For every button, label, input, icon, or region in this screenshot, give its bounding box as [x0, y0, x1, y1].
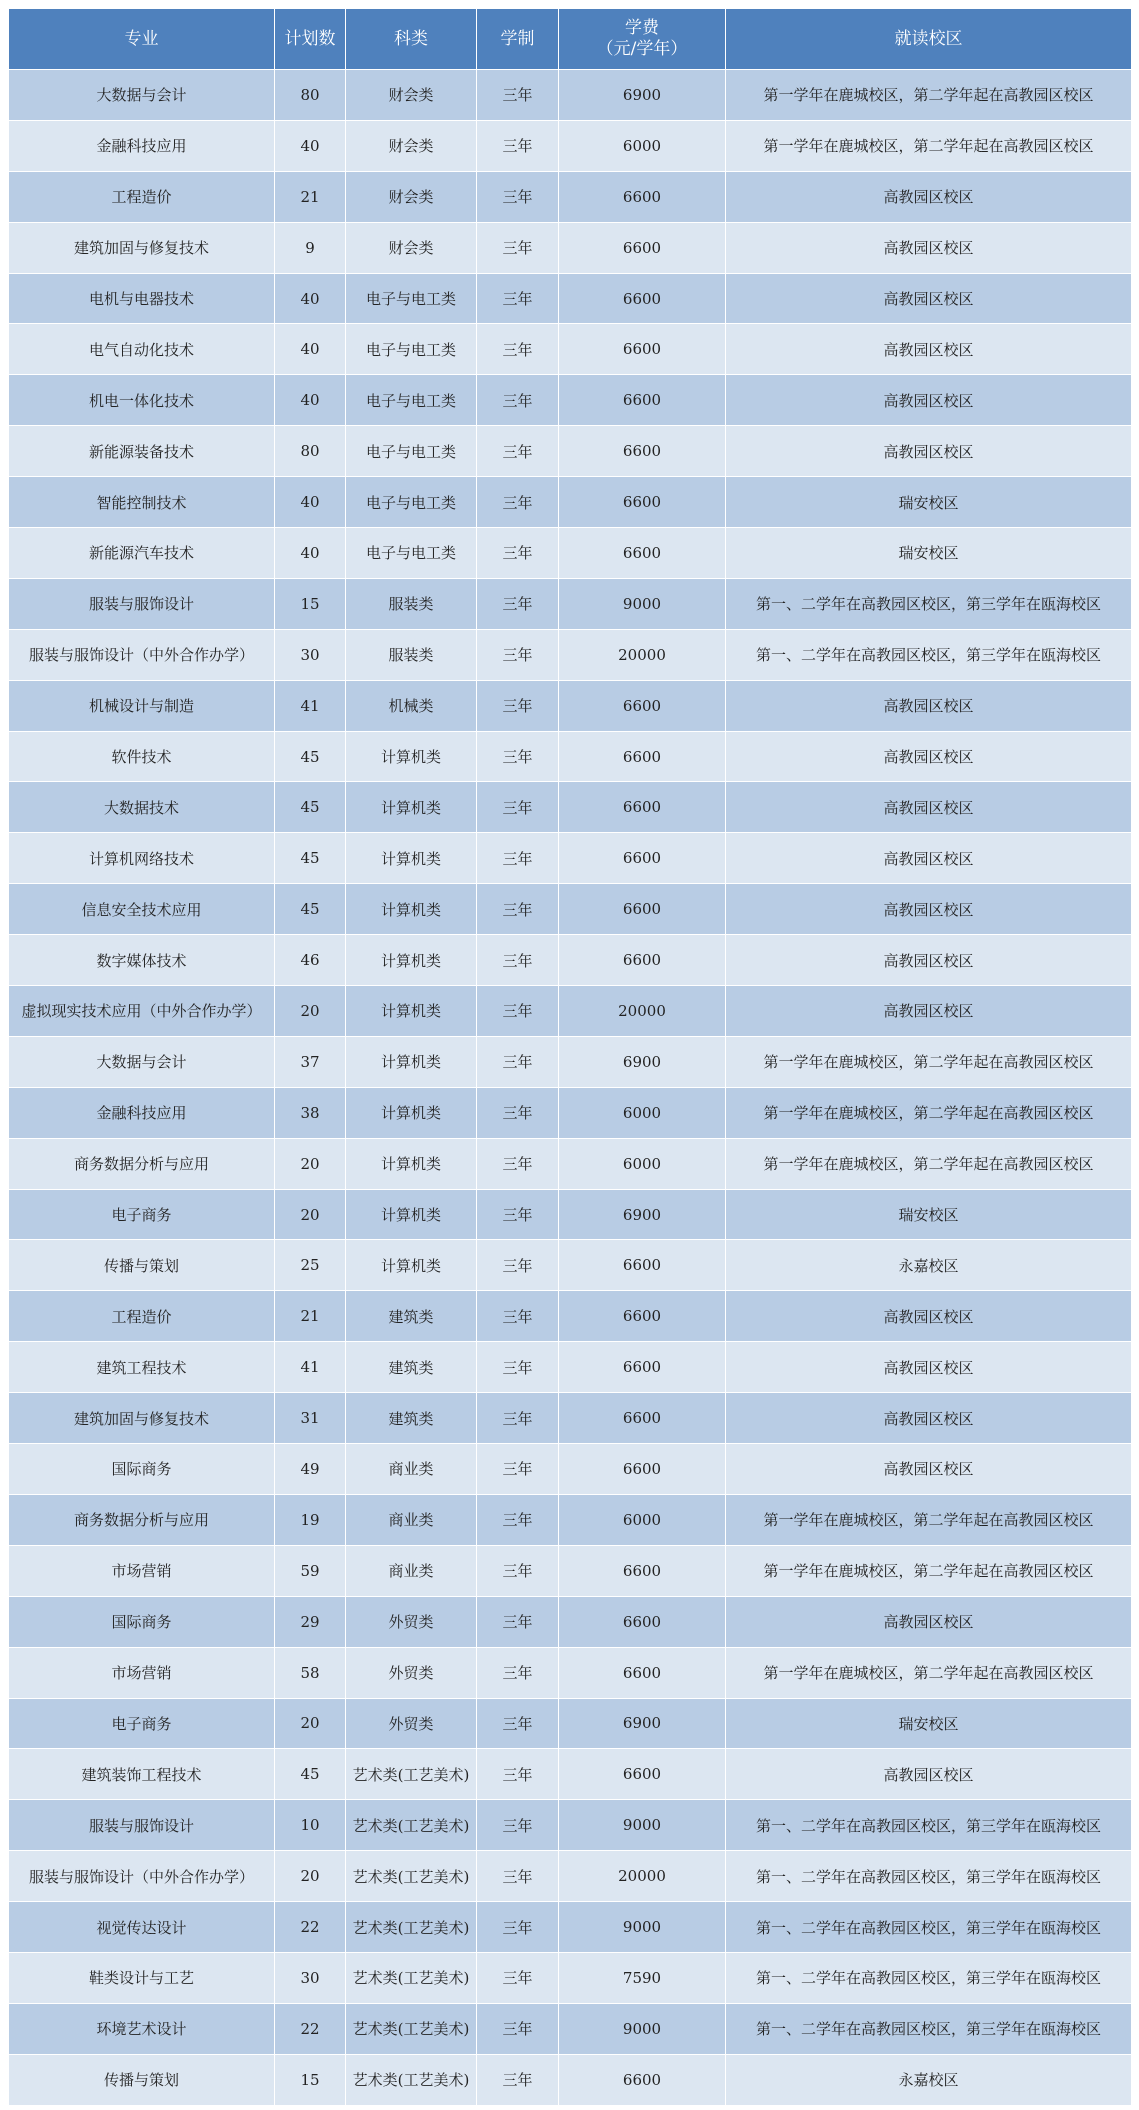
cell-quota: 38 — [275, 1087, 346, 1138]
table-row — [9, 1952, 1132, 2003]
cell-quota: 45 — [275, 833, 346, 884]
table-row — [9, 375, 1132, 426]
table-header — [9, 9, 1132, 70]
cell-quota: 49 — [275, 1444, 346, 1495]
cell-campus: 第一学年在鹿城校区，第二学年起在高教园区校区 — [726, 70, 1132, 121]
cell-fee: 6600 — [559, 477, 726, 528]
table-row — [9, 1902, 1132, 1953]
cell-major: 服装与服饰设计 — [9, 578, 275, 629]
cell-quota: 40 — [275, 528, 346, 579]
cell-campus: 高教园区校区 — [726, 884, 1132, 935]
cell-fee: 6600 — [559, 426, 726, 477]
cell-quota: 9 — [275, 222, 346, 273]
cell-quota: 46 — [275, 935, 346, 986]
cell-quota: 45 — [275, 1749, 346, 1800]
table-row — [9, 1494, 1132, 1545]
cell-quota: 29 — [275, 1596, 346, 1647]
cell-campus: 第一学年在鹿城校区，第二学年起在高教园区校区 — [726, 1647, 1132, 1698]
cell-major: 大数据与会计 — [9, 1036, 275, 1087]
cell-major: 计算机网络技术 — [9, 833, 275, 884]
cell-fee: 9000 — [559, 1800, 726, 1851]
cell-quota: 25 — [275, 1240, 346, 1291]
cell-category: 艺术类(工艺美术) — [346, 1952, 477, 2003]
cell-major: 建筑加固与修复技术 — [9, 222, 275, 273]
cell-major: 软件技术 — [9, 731, 275, 782]
cell-campus: 第一学年在鹿城校区，第二学年起在高教园区校区 — [726, 120, 1132, 171]
cell-category: 计算机类 — [346, 833, 477, 884]
cell-quota: 15 — [275, 2054, 346, 2105]
cell-quota: 45 — [275, 782, 346, 833]
header-quota: 计划数 — [275, 9, 346, 70]
cell-duration: 三年 — [477, 120, 559, 171]
table-row — [9, 477, 1132, 528]
table-row — [9, 1851, 1132, 1902]
cell-quota: 30 — [275, 629, 346, 680]
cell-category: 建筑类 — [346, 1393, 477, 1444]
cell-campus: 高教园区校区 — [726, 1749, 1132, 1800]
cell-fee: 6600 — [559, 884, 726, 935]
cell-campus: 瑞安校区 — [726, 528, 1132, 579]
cell-category: 艺术类(工艺美术) — [346, 1800, 477, 1851]
header-fee-line2: （元/学年） — [596, 39, 688, 59]
table-row — [9, 680, 1132, 731]
cell-major: 大数据技术 — [9, 782, 275, 833]
cell-category: 艺术类(工艺美术) — [346, 1902, 477, 1953]
cell-duration: 三年 — [477, 273, 559, 324]
cell-duration: 三年 — [477, 1494, 559, 1545]
cell-quota: 80 — [275, 426, 346, 477]
cell-category: 电子与电工类 — [346, 426, 477, 477]
table-row — [9, 1545, 1132, 1596]
cell-quota: 40 — [275, 273, 346, 324]
cell-category: 服装类 — [346, 578, 477, 629]
table-row — [9, 1087, 1132, 1138]
cell-quota: 20 — [275, 1189, 346, 1240]
cell-fee: 20000 — [559, 629, 726, 680]
cell-category: 艺术类(工艺美术) — [346, 1851, 477, 1902]
cell-major: 新能源装备技术 — [9, 426, 275, 477]
cell-fee: 6600 — [559, 1240, 726, 1291]
cell-duration: 三年 — [477, 833, 559, 884]
cell-major: 鞋类设计与工艺 — [9, 1952, 275, 2003]
cell-duration: 三年 — [477, 1596, 559, 1647]
cell-campus: 高教园区校区 — [726, 986, 1132, 1037]
cell-fee: 6600 — [559, 2054, 726, 2105]
cell-category: 计算机类 — [346, 1087, 477, 1138]
table-row — [9, 1444, 1132, 1495]
cell-fee: 6000 — [559, 1494, 726, 1545]
cell-quota: 19 — [275, 1494, 346, 1545]
cell-campus: 第一、二学年在高教园区校区，第三学年在瓯海校区 — [726, 2003, 1132, 2054]
table-row — [9, 426, 1132, 477]
cell-duration: 三年 — [477, 1393, 559, 1444]
cell-campus: 高教园区校区 — [726, 273, 1132, 324]
cell-major: 建筑工程技术 — [9, 1342, 275, 1393]
table-row — [9, 1596, 1132, 1647]
cell-category: 艺术类(工艺美术) — [346, 1749, 477, 1800]
cell-category: 计算机类 — [346, 935, 477, 986]
cell-duration: 三年 — [477, 1036, 559, 1087]
cell-category: 财会类 — [346, 70, 477, 121]
cell-campus: 第一、二学年在高教园区校区，第三学年在瓯海校区 — [726, 1800, 1132, 1851]
cell-fee: 6900 — [559, 70, 726, 121]
table-row — [9, 2003, 1132, 2054]
cell-duration: 三年 — [477, 222, 559, 273]
cell-campus: 永嘉校区 — [726, 2054, 1132, 2105]
header-fee — [559, 9, 726, 70]
cell-duration: 三年 — [477, 477, 559, 528]
cell-duration: 三年 — [477, 1952, 559, 2003]
cell-major: 市场营销 — [9, 1647, 275, 1698]
cell-campus: 高教园区校区 — [726, 680, 1132, 731]
cell-duration: 三年 — [477, 1698, 559, 1749]
table-row — [9, 1138, 1132, 1189]
cell-category: 外贸类 — [346, 1698, 477, 1749]
cell-duration: 三年 — [477, 782, 559, 833]
header-duration: 学制 — [477, 9, 559, 70]
cell-category: 商业类 — [346, 1444, 477, 1495]
table-body — [9, 70, 1132, 2106]
cell-major: 服装与服饰设计 — [9, 1800, 275, 1851]
cell-fee: 6600 — [559, 222, 726, 273]
cell-quota: 21 — [275, 1291, 346, 1342]
cell-quota: 20 — [275, 986, 346, 1037]
cell-duration: 三年 — [477, 2003, 559, 2054]
cell-major: 机电一体化技术 — [9, 375, 275, 426]
cell-fee: 9000 — [559, 1902, 726, 1953]
cell-duration: 三年 — [477, 1189, 559, 1240]
cell-category: 商业类 — [346, 1545, 477, 1596]
cell-quota: 10 — [275, 1800, 346, 1851]
cell-category: 财会类 — [346, 120, 477, 171]
table-row — [9, 833, 1132, 884]
cell-major: 国际商务 — [9, 1596, 275, 1647]
cell-quota: 20 — [275, 1698, 346, 1749]
cell-duration: 三年 — [477, 1749, 559, 1800]
cell-category: 计算机类 — [346, 986, 477, 1037]
cell-quota: 59 — [275, 1545, 346, 1596]
table-row — [9, 1749, 1132, 1800]
cell-fee: 6600 — [559, 1444, 726, 1495]
cell-campus: 高教园区校区 — [726, 324, 1132, 375]
cell-fee: 6600 — [559, 731, 726, 782]
cell-major: 工程造价 — [9, 171, 275, 222]
table-row — [9, 1189, 1132, 1240]
cell-fee: 6000 — [559, 1087, 726, 1138]
cell-duration: 三年 — [477, 578, 559, 629]
cell-fee: 6600 — [559, 1545, 726, 1596]
cell-category: 建筑类 — [346, 1342, 477, 1393]
cell-quota: 22 — [275, 1902, 346, 1953]
cell-fee: 6600 — [559, 171, 726, 222]
cell-campus: 瑞安校区 — [726, 1698, 1132, 1749]
cell-quota: 45 — [275, 884, 346, 935]
cell-campus: 高教园区校区 — [726, 935, 1132, 986]
cell-category: 计算机类 — [346, 782, 477, 833]
cell-campus: 永嘉校区 — [726, 1240, 1132, 1291]
cell-category: 商业类 — [346, 1494, 477, 1545]
cell-major: 数字媒体技术 — [9, 935, 275, 986]
table-row — [9, 629, 1132, 680]
cell-duration: 三年 — [477, 1342, 559, 1393]
cell-major: 市场营销 — [9, 1545, 275, 1596]
cell-fee: 6600 — [559, 1596, 726, 1647]
cell-fee: 6600 — [559, 1342, 726, 1393]
cell-major: 电气自动化技术 — [9, 324, 275, 375]
cell-major: 传播与策划 — [9, 2054, 275, 2105]
cell-campus: 高教园区校区 — [726, 731, 1132, 782]
cell-quota: 45 — [275, 731, 346, 782]
cell-fee: 6000 — [559, 120, 726, 171]
cell-duration: 三年 — [477, 70, 559, 121]
cell-major: 视觉传达设计 — [9, 1902, 275, 1953]
cell-major: 新能源汽车技术 — [9, 528, 275, 579]
cell-major: 机械设计与制造 — [9, 680, 275, 731]
table-row — [9, 1240, 1132, 1291]
cell-campus: 第一、二学年在高教园区校区，第三学年在瓯海校区 — [726, 578, 1132, 629]
cell-duration: 三年 — [477, 171, 559, 222]
cell-quota: 21 — [275, 171, 346, 222]
cell-major: 环境艺术设计 — [9, 2003, 275, 2054]
cell-category: 电子与电工类 — [346, 528, 477, 579]
cell-campus: 第一学年在鹿城校区，第二学年起在高教园区校区 — [726, 1138, 1132, 1189]
table-row — [9, 1036, 1132, 1087]
cell-fee: 6600 — [559, 1393, 726, 1444]
cell-campus: 瑞安校区 — [726, 1189, 1132, 1240]
cell-campus: 第一学年在鹿城校区，第二学年起在高教园区校区 — [726, 1545, 1132, 1596]
cell-fee: 6600 — [559, 1291, 726, 1342]
cell-campus: 高教园区校区 — [726, 426, 1132, 477]
table-row — [9, 935, 1132, 986]
cell-fee: 9000 — [559, 578, 726, 629]
cell-quota: 80 — [275, 70, 346, 121]
cell-major: 电机与电器技术 — [9, 273, 275, 324]
cell-fee: 6600 — [559, 1647, 726, 1698]
cell-duration: 三年 — [477, 731, 559, 782]
cell-major: 虚拟现实技术应用（中外合作办学） — [9, 986, 275, 1037]
cell-duration: 三年 — [477, 426, 559, 477]
header-fee-line1: 学费 — [625, 18, 659, 38]
cell-duration: 三年 — [477, 324, 559, 375]
cell-quota: 30 — [275, 1952, 346, 2003]
cell-fee: 6900 — [559, 1189, 726, 1240]
cell-campus: 高教园区校区 — [726, 1444, 1132, 1495]
cell-campus: 高教园区校区 — [726, 833, 1132, 884]
admissions-table — [8, 8, 1132, 2106]
cell-duration: 三年 — [477, 1647, 559, 1698]
cell-duration: 三年 — [477, 2054, 559, 2105]
table-row — [9, 578, 1132, 629]
table-row — [9, 324, 1132, 375]
cell-major: 建筑装饰工程技术 — [9, 1749, 275, 1800]
cell-category: 艺术类(工艺美术) — [346, 2003, 477, 2054]
cell-fee: 6600 — [559, 680, 726, 731]
cell-fee: 6600 — [559, 375, 726, 426]
cell-fee: 20000 — [559, 986, 726, 1037]
cell-major: 金融科技应用 — [9, 1087, 275, 1138]
cell-campus: 高教园区校区 — [726, 375, 1132, 426]
cell-major: 金融科技应用 — [9, 120, 275, 171]
cell-fee: 6600 — [559, 1749, 726, 1800]
table-row — [9, 1342, 1132, 1393]
cell-duration: 三年 — [477, 375, 559, 426]
table-row — [9, 1800, 1132, 1851]
cell-campus: 高教园区校区 — [726, 1393, 1132, 1444]
table-row — [9, 2054, 1132, 2105]
cell-major: 国际商务 — [9, 1444, 275, 1495]
cell-category: 电子与电工类 — [346, 477, 477, 528]
cell-campus: 第一学年在鹿城校区，第二学年起在高教园区校区 — [726, 1087, 1132, 1138]
table-row — [9, 171, 1132, 222]
cell-fee: 7590 — [559, 1952, 726, 2003]
table-row — [9, 731, 1132, 782]
cell-major: 服装与服饰设计（中外合作办学） — [9, 1851, 275, 1902]
cell-duration: 三年 — [477, 1087, 559, 1138]
cell-duration: 三年 — [477, 528, 559, 579]
cell-major: 商务数据分析与应用 — [9, 1494, 275, 1545]
cell-fee: 6000 — [559, 1138, 726, 1189]
cell-category: 外贸类 — [346, 1596, 477, 1647]
cell-major: 大数据与会计 — [9, 70, 275, 121]
cell-category: 电子与电工类 — [346, 324, 477, 375]
table-row — [9, 1698, 1132, 1749]
cell-category: 艺术类(工艺美术) — [346, 2054, 477, 2105]
table-row — [9, 273, 1132, 324]
header-row — [9, 9, 1132, 70]
cell-duration: 三年 — [477, 884, 559, 935]
cell-campus: 高教园区校区 — [726, 782, 1132, 833]
cell-fee: 6900 — [559, 1698, 726, 1749]
table-row — [9, 782, 1132, 833]
cell-quota: 40 — [275, 120, 346, 171]
cell-campus: 高教园区校区 — [726, 171, 1132, 222]
cell-fee: 6600 — [559, 782, 726, 833]
cell-major: 电子商务 — [9, 1698, 275, 1749]
cell-fee: 6600 — [559, 833, 726, 884]
cell-fee: 20000 — [559, 1851, 726, 1902]
cell-major: 电子商务 — [9, 1189, 275, 1240]
cell-category: 外贸类 — [346, 1647, 477, 1698]
cell-quota: 20 — [275, 1851, 346, 1902]
cell-major: 智能控制技术 — [9, 477, 275, 528]
cell-major: 服装与服饰设计（中外合作办学） — [9, 629, 275, 680]
cell-campus: 第一、二学年在高教园区校区，第三学年在瓯海校区 — [726, 1851, 1132, 1902]
cell-campus: 高教园区校区 — [726, 1291, 1132, 1342]
cell-quota: 20 — [275, 1138, 346, 1189]
cell-category: 财会类 — [346, 222, 477, 273]
cell-duration: 三年 — [477, 1291, 559, 1342]
cell-category: 计算机类 — [346, 1240, 477, 1291]
cell-campus: 高教园区校区 — [726, 1342, 1132, 1393]
cell-campus: 第一、二学年在高教园区校区，第三学年在瓯海校区 — [726, 1902, 1132, 1953]
cell-category: 计算机类 — [346, 1036, 477, 1087]
cell-quota: 41 — [275, 680, 346, 731]
header-major: 专业 — [9, 9, 275, 70]
cell-duration: 三年 — [477, 680, 559, 731]
table-row — [9, 222, 1132, 273]
cell-quota: 40 — [275, 375, 346, 426]
cell-duration: 三年 — [477, 1545, 559, 1596]
table-row — [9, 120, 1132, 171]
table-row — [9, 1393, 1132, 1444]
cell-campus: 高教园区校区 — [726, 222, 1132, 273]
cell-quota: 22 — [275, 2003, 346, 2054]
cell-duration: 三年 — [477, 1902, 559, 1953]
table-row — [9, 884, 1132, 935]
cell-major: 建筑加固与修复技术 — [9, 1393, 275, 1444]
cell-category: 财会类 — [346, 171, 477, 222]
cell-duration: 三年 — [477, 1800, 559, 1851]
cell-quota: 37 — [275, 1036, 346, 1087]
table-row — [9, 1647, 1132, 1698]
table-row — [9, 528, 1132, 579]
cell-duration: 三年 — [477, 629, 559, 680]
cell-category: 建筑类 — [346, 1291, 477, 1342]
cell-category: 计算机类 — [346, 1138, 477, 1189]
cell-fee: 6600 — [559, 273, 726, 324]
cell-duration: 三年 — [477, 1138, 559, 1189]
cell-category: 计算机类 — [346, 1189, 477, 1240]
cell-duration: 三年 — [477, 1444, 559, 1495]
cell-category: 电子与电工类 — [346, 273, 477, 324]
cell-fee: 6600 — [559, 935, 726, 986]
cell-campus: 瑞安校区 — [726, 477, 1132, 528]
cell-duration: 三年 — [477, 1240, 559, 1291]
cell-category: 计算机类 — [346, 731, 477, 782]
header-category: 科类 — [346, 9, 477, 70]
cell-quota: 41 — [275, 1342, 346, 1393]
cell-duration: 三年 — [477, 986, 559, 1037]
cell-major: 商务数据分析与应用 — [9, 1138, 275, 1189]
cell-duration: 三年 — [477, 935, 559, 986]
cell-fee: 6900 — [559, 1036, 726, 1087]
cell-quota: 58 — [275, 1647, 346, 1698]
cell-major: 工程造价 — [9, 1291, 275, 1342]
cell-quota: 31 — [275, 1393, 346, 1444]
cell-quota: 40 — [275, 324, 346, 375]
cell-category: 计算机类 — [346, 884, 477, 935]
cell-fee: 6600 — [559, 528, 726, 579]
cell-campus: 第一学年在鹿城校区，第二学年起在高教园区校区 — [726, 1494, 1132, 1545]
cell-major: 信息安全技术应用 — [9, 884, 275, 935]
cell-category: 服装类 — [346, 629, 477, 680]
header-campus: 就读校区 — [726, 9, 1132, 70]
cell-quota: 15 — [275, 578, 346, 629]
cell-campus: 第一、二学年在高教园区校区，第三学年在瓯海校区 — [726, 1952, 1132, 2003]
cell-category: 电子与电工类 — [346, 375, 477, 426]
table-row — [9, 986, 1132, 1037]
table-row — [9, 1291, 1132, 1342]
cell-campus: 第一学年在鹿城校区，第二学年起在高教园区校区 — [726, 1036, 1132, 1087]
cell-category: 机械类 — [346, 680, 477, 731]
cell-campus: 第一、二学年在高教园区校区，第三学年在瓯海校区 — [726, 629, 1132, 680]
table-row — [9, 70, 1132, 121]
cell-campus: 高教园区校区 — [726, 1596, 1132, 1647]
cell-fee: 9000 — [559, 2003, 726, 2054]
cell-fee: 6600 — [559, 324, 726, 375]
cell-duration: 三年 — [477, 1851, 559, 1902]
cell-quota: 40 — [275, 477, 346, 528]
cell-major: 传播与策划 — [9, 1240, 275, 1291]
